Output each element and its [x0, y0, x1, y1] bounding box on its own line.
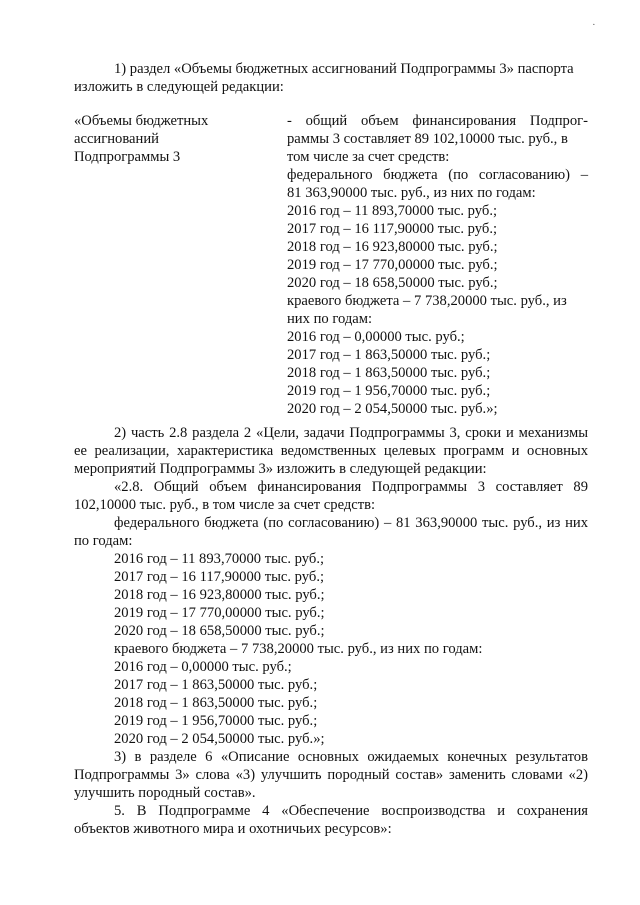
passport-label-line: ассигнований — [74, 131, 159, 147]
year-line: 2019 год – 1 956,70000 тыс. руб.; — [114, 713, 318, 729]
passport-label-line: «Объемы бюджетных — [74, 113, 209, 129]
item-1 — [74, 60, 588, 96]
item-2-paragraph-2: федерального бюджета (по согласованию) – 81 363,90000 тыс. руб., из них по годам: — [74, 515, 588, 549]
year-line: 2018 год – 16 923,80000 тыс. руб.; — [114, 587, 325, 603]
passport-value-line: краевого бюджета – 7 738,20000 тыс. руб., из — [287, 293, 567, 309]
federal-years-list — [74, 550, 588, 640]
year-line: 2017 год – 16 117,90000 тыс. руб.; — [114, 569, 325, 585]
passport-value-column — [287, 112, 588, 418]
item-2-intro: 2) часть 2.8 раздела 2 «Цели, задачи Подпрограммы 3, сроки и механизмы ее реализации, характеристика ведомственных целевых программ и основных мероприятий Подпрограммы 3» изложить в следующей редакции: — [74, 425, 588, 477]
year-line: 2016 год – 11 893,70000 тыс. руб.; — [114, 551, 325, 567]
passport-value-line: 81 363,90000 тыс. руб., из них по годам: — [287, 185, 536, 201]
item-2-paragraph-3: краевого бюджета – 7 738,20000 тыс. руб., из них по годам: — [114, 641, 483, 657]
passport-value-line: 2020 год – 18 658,50000 тыс. руб.; — [287, 275, 498, 291]
passport-label-column — [74, 112, 274, 166]
year-line: 2017 год – 1 863,50000 тыс. руб.; — [114, 677, 318, 693]
item-3: 3) в разделе 6 «Описание основных ожидаемых конечных результатов Подпрограммы 3» слова «3) улучшить породный состав» заменить словами «2) улучшить породный состав». — [74, 749, 588, 801]
passport-value-line: - общий объем финансирования Подпрог- — [287, 113, 588, 129]
passport-value-line: 2018 год – 1 863,50000 тыс. руб.; — [287, 365, 491, 381]
year-line: 2020 год – 2 054,50000 тыс. руб.»; — [114, 731, 325, 747]
passport-value-line: 2016 год – 0,00000 тыс. руб.; — [287, 329, 465, 345]
passport-value-line: раммы 3 составляет 89 102,10000 тыс. руб., в — [287, 131, 568, 147]
corner-mark: · — [592, 19, 596, 31]
item-1-line-2: изложить в следующей редакции: — [74, 79, 284, 95]
item-5-text: 5. В Подпрограмме 4 «Обеспечение воспроизводства и сохранения объектов животного мира и охотничьих ресурсов»: — [74, 803, 588, 837]
passport-value-line: 2017 год – 1 863,50000 тыс. руб.; — [287, 347, 491, 363]
passport-value-line: 2016 год – 11 893,70000 тыс. руб.; — [287, 203, 498, 219]
passport-value-line: 2019 год – 1 956,70000 тыс. руб.; — [287, 383, 491, 399]
year-line: 2016 год – 0,00000 тыс. руб.; — [114, 659, 292, 675]
passport-value-line: федерального бюджета (по согласованию) – — [287, 167, 588, 183]
passport-value-line: них по годам: — [287, 311, 373, 327]
passport-label-line: Подпрограммы 3 — [74, 149, 181, 165]
regional-years-list — [74, 658, 588, 748]
item-1-line-1: 1) раздел «Объемы бюджетных ассигнований Подпрограммы 3» паспорта — [114, 61, 574, 77]
passport-value-line: 2017 год – 16 117,90000 тыс. руб.; — [287, 221, 498, 237]
passport-value-line: 2019 год – 17 770,00000 тыс. руб.; — [287, 257, 498, 273]
year-line: 2018 год – 1 863,50000 тыс. руб.; — [114, 695, 318, 711]
item-2-paragraph-1: «2.8. Общий объем финансирования Подпрограммы 3 составляет 89 102,10000 тыс. руб., в том числе за счет средств: — [74, 479, 588, 513]
year-line: 2020 год – 18 658,50000 тыс. руб.; — [114, 623, 325, 639]
item-5 — [74, 802, 588, 838]
passport-value-line: 2018 год – 16 923,80000 тыс. руб.; — [287, 239, 498, 255]
year-line: 2019 год – 17 770,00000 тыс. руб.; — [114, 605, 325, 621]
passport-value-line: 2020 год – 2 054,50000 тыс. руб.»; — [287, 401, 498, 417]
item-2 — [74, 424, 588, 802]
passport-value-line: том числе за счет средств: — [287, 149, 450, 165]
